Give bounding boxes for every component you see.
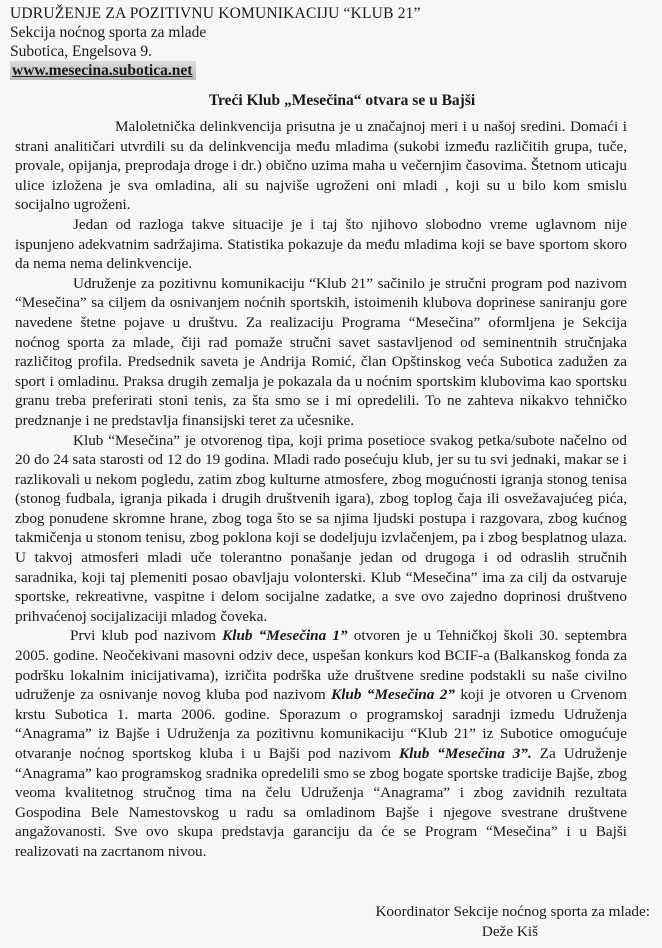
paragraph-5-text-a: Prvi klub pod nazivom bbox=[70, 627, 223, 645]
signature-block bbox=[375, 902, 650, 942]
paragraph-5 bbox=[15, 626, 627, 861]
club-name-2: Klub “Mesečina 2” bbox=[331, 686, 455, 704]
article-title: Treći Klub „Mesečina“ otvara se u Bajši bbox=[208, 92, 476, 109]
signature-role: Koordinator Sekcije noćnog sporta za mlade: bbox=[375, 903, 650, 920]
address: Subotica, Engelsova 9. bbox=[10, 43, 153, 60]
organization-name: UDRUŽENJE ZA POZITIVNU KOMUNIKACIJU “KLUB 21” bbox=[10, 5, 421, 22]
paragraph-1: Maloletnička delinkvencija prisutna je u značajnoj meri i u našoj sredini. Domaći i strani analitičari utvrdili su da delinkvencija među mladima (sukobi između različitih grupa, tuče, provale, opijanja, preprodaja droge i dr.) obično uzima maha u večernjim časovima. Štetnom uticaju ulice izložena je sva omladina, ali su najviše ugroženi oni mladi , koji su u bilo kom smislu socijalno ugroženi. bbox=[15, 118, 627, 214]
club-name-1: Klub “Mesečina 1” bbox=[222, 627, 348, 645]
signature-name: Deže Kiš bbox=[481, 923, 538, 940]
section-name: Sekcija noćnog sporta za mlade bbox=[10, 24, 207, 41]
paragraph-5-text-b: otvoren je u Tehničkoj školi 30. septembra 2005. godine. Neočekivani masovni odziv dece, uspešan konkurs kod BCIF-a (Balkanskog fonda za podršku lokalnim inicijativama), izričita podrška uže društvene sredine podstakli su naše civilno udruženje za osnivanje novog kluba pod nazivom bbox=[15, 627, 627, 704]
website-link[interactable]: www.mesecina.subotica.net bbox=[10, 61, 196, 80]
paragraph-5-text-d: Za Udruženje “Anagrama” kao programskog sradnika opredelili smo se zbog bogate sportske tradicije Bajše, zbog veoma kvalitetnog stručnog tima na čelu Udruženja “Anagrama” i zbog zavidnih rezultata Gospodina Bele Namestovskog u radu sa omladinom Bajše i njegove svestrane društvene angažovanosti. Sve ovo skupa predstavja garanciju da će se Program “Mesečina” i u Bajši realizovati na zacrtanom nivou. bbox=[15, 745, 627, 860]
article-body bbox=[15, 117, 627, 862]
club-name-3: Klub “Mesečina 3”. bbox=[398, 745, 532, 762]
paragraph-2: Jedan od razloga takve situacije je i taj što njihovo slobodno vreme uglavnom nije ispunjeno adekvatnim sadržajima. Statistika pokazuje da među mladima koji se bave sportom skoro da nema nema delinkvencije. bbox=[15, 215, 627, 273]
paragraph-4: Klub “Mesečina” je otvorenog tipa, koji prima posetioce svakog petka/subote načelno od 20 do 24 sata starosti od 12 do 19 godina. Mladi rado posećuju klub, jer su tu svi jednaki, makar se i razlikovali u nekom pogledu, zatim zbog kulturne atmosfere, zbog mogućnosti igranja stonog tenisa (stonog fudbala, igranja pikada i drugih društvenih igara), zbog toplog čaja ili osvežavajućeg pića, zbog ponudene skromne hrane, zbog toga što se sa njima ljudski postupa i razgovara, zbog kućnog takmičenja u stonom tenisu, zbog poklona koji se dodeljuju izvlačenjem, pa i zbog besplatnog ulaza. U takvoj atmosferi mladi uče tolerantno ponašanje jedan od drugoga i od odraslih stručnih saradnika, koji taj plemeniti posao obavljaju volonterski. Klub “Mesečina” ima za cilj da ostvaruje sportske, rekreativne, vaspitne i delom socijalne zadatke, a sve ovo zajedno doprinosi društveno prihvaćenoj socijalizaciji mladog čoveka. bbox=[15, 431, 627, 625]
paragraph-3: Udruženje za pozitivnu komunikaciju “Klub 21” sačinilo je stručni program pod nazivom “Mesečina” sa ciljem da osnivanjem noćnih sportskih, istoimenih klubova doprinese saniranju gore navedene štetne pojave u društvu. Za realizaciju Programa “Mesečina” oformljena je Sekcija noćnog sporta za mlade, čiji rad pomaže stručni savet sastavljenod od seminentnih stručnjaka različitog profila. Predsednik saveta je Andrija Romić, član Opštinskog veća Subotica zadužen za sport i omladinu. Praksa drugih zemalja je pokazala da u noćnim sportskim klubovima kao sportsku granu treba preferirati stoni tenis, za šta smo se i mi opredelili. To ne zahteva nikakvo tehničko predznanje i ne predstavlja finansijski teret za učesnike. bbox=[15, 274, 627, 429]
letterhead bbox=[10, 4, 421, 80]
paragraph-5-text-c: koji je otvoren u Crvenom krstu Subotica 1. marta 2006. godine. Sporazum o programskoj saradnji izmedu Udruženja “Anagrama” iz Bajše i Udruženja za pozitivnu komunikaciju “Klub 21” iz Subotice omogućuje otvaranje noćnog sportskog kluba i u Bajši pod nazivom bbox=[15, 686, 627, 762]
